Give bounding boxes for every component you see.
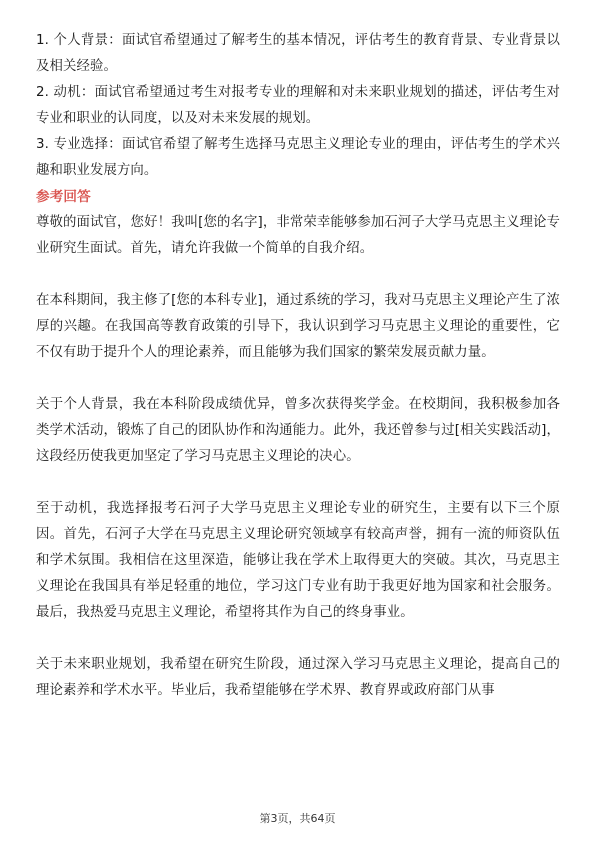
paragraph-gap	[36, 626, 560, 652]
paragraph-gap	[36, 470, 560, 496]
intro-point-3: 3. 专业选择：面试官希望了解考生选择马克思主义理论专业的理由，评估考生的学术兴趣和职业发展方向。	[36, 137, 560, 178]
intro-point-1: 1. 个人背景：面试官希望通过了解考生的基本情况，评估考生的教育背景、专业背景以及相关经验。	[36, 33, 560, 74]
answer-heading: 参考回答	[36, 189, 91, 205]
answer-paragraph-3: 关于个人背景，我在本科阶段成绩优异，曾多次获得奖学金。在校期间，我积极参加各类学术活动，锻炼了自己的团队协作和沟通能力。此外，我还曾参与过[相关实践活动]，这段经历使我更加坚定了学习马克思主义理论的决心。	[36, 397, 560, 464]
answer-paragraph-4: 至于动机，我选择报考石河子大学马克思主义理论专业的研究生，主要有以下三个原因。首先，石河子大学在马克思主义理论研究领域享有较高声誉，拥有一流的师资队伍和学术氛围。我相信在这里深造，能够让我在学术上取得更大的突破。其次，马克思主义理论在我国具有举足轻重的地位，学习这门专业有助于我更好地为国家和社会服务。最后，我热爱马克思主义理论，希望将其作为自己的终身事业。	[36, 501, 560, 620]
intro-point-2: 2. 动机：面试官希望通过考生对报考专业的理解和对未来职业规划的描述，评估考生对专业和职业的认同度，以及对未来发展的规划。	[36, 85, 560, 126]
answer-paragraph-5: 关于未来职业规划，我希望在研究生阶段，通过深入学习马克思主义理论，提高自己的理论素养和学术水平。毕业后，我希望能够在学术界、教育界或政府部门从事	[36, 657, 560, 698]
document-body	[36, 28, 560, 704]
page-footer: 第3页，共64页	[259, 812, 336, 825]
paragraph-gap	[36, 262, 560, 288]
paragraph-gap	[36, 366, 560, 392]
answer-paragraph-2: 在本科期间，我主修了[您的本科专业]，通过系统的学习，我对马克思主义理论产生了浓厚的兴趣。在我国高等教育政策的引导下，我认识到学习马克思主义理论的重要性，它不仅有助于提升个人的理论素养，而且能够为我们国家的繁荣发展贡献力量。	[36, 293, 560, 360]
answer-paragraph-1: 尊敬的面试官，您好！我叫[您的名字]，非常荣幸能够参加石河子大学马克思主义理论专业研究生面试。首先，请允许我做一个简单的自我介绍。	[36, 215, 560, 256]
